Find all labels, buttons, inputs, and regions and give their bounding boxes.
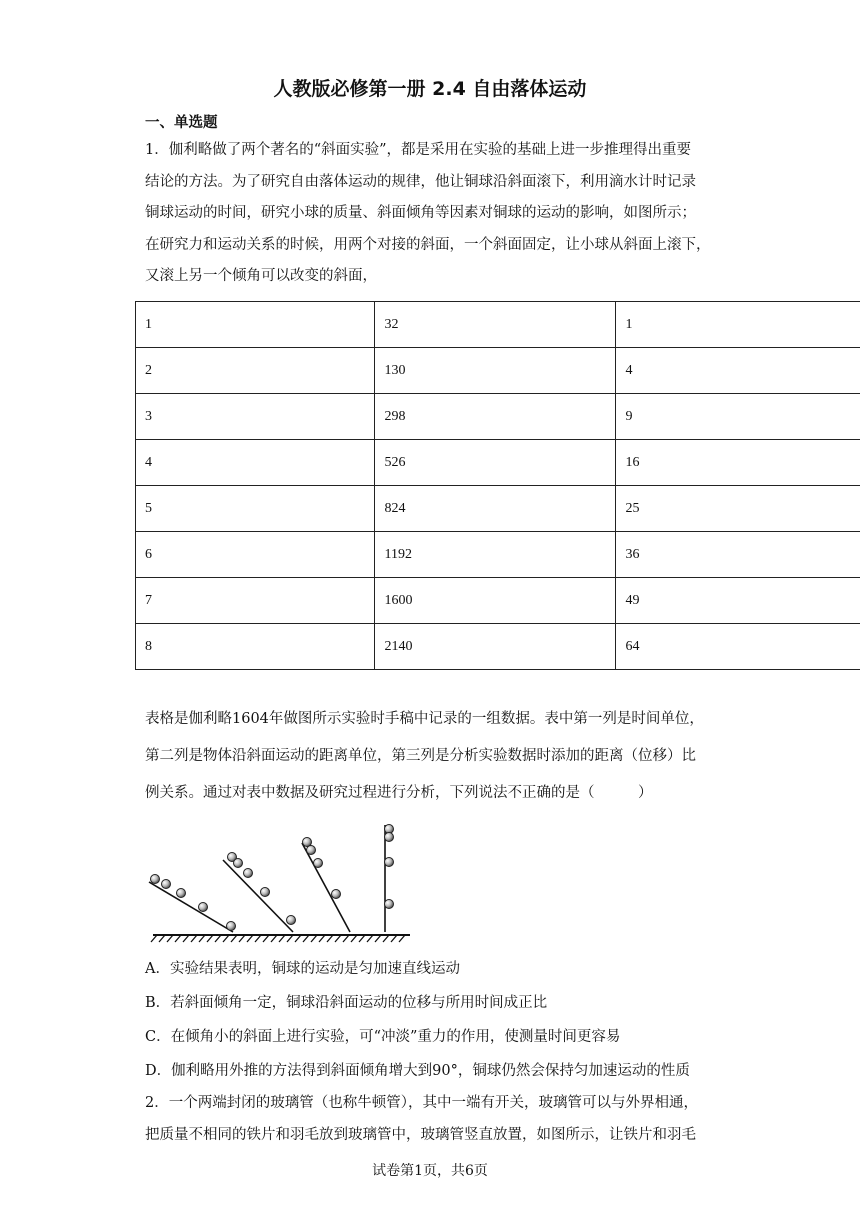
choice-c: C．在倾角小的斜面上进行实验，可“冲淡”重力的作用，使测量时间更容易 bbox=[145, 1029, 621, 1045]
table-cell: 130 bbox=[375, 348, 616, 394]
choice-b: B．若斜面倾角一定，铜球沿斜面运动的位移与所用时间成正比 bbox=[145, 995, 548, 1011]
page-title: 人教版必修第一册 2.4 自由落体运动 bbox=[273, 78, 587, 100]
table-cell: 4 bbox=[616, 348, 860, 394]
table-cell: 64 bbox=[616, 624, 860, 670]
table-row bbox=[136, 624, 860, 670]
table-cell: 16 bbox=[616, 440, 860, 486]
q1-line: 铜球运动的时间，研究小球的质量、斜面倾角等因素对铜球的运动的影响，如图所示； bbox=[145, 205, 696, 221]
table-row bbox=[136, 348, 860, 394]
inclined-plane-figure bbox=[145, 820, 415, 945]
choice-d: D．伽利略用外推的方法得到斜面倾角增大到90°，铜球仍然会保持匀加速运动的性质 bbox=[145, 1063, 690, 1079]
table-cell: 8 bbox=[136, 624, 375, 670]
table-row bbox=[136, 486, 860, 532]
incline-1 bbox=[149, 882, 233, 932]
q2-line: 把质量不相同的铁片和羽毛放到玻璃管中，玻璃管竖直放置，如图所示，让铁片和羽毛 bbox=[145, 1126, 696, 1143]
q1-after-line: 表格是伽利略1604年做图所示实验时手稿中记录的一组数据。表中第一列是时间单位， bbox=[145, 711, 704, 727]
table-cell: 7 bbox=[136, 578, 375, 624]
table-cell: 5 bbox=[136, 486, 375, 532]
table-cell: 2 bbox=[136, 348, 375, 394]
q1-line: 在研究力和运动关系的时候，用两个对接的斜面，一个斜面固定，让小球从斜面上滚下， bbox=[145, 236, 711, 253]
table-cell: 2140 bbox=[375, 624, 616, 670]
page-footer: 试卷第1页，共6页 bbox=[372, 1163, 488, 1179]
q1-line: 又滚上另一个倾角可以改变的斜面， bbox=[145, 268, 377, 284]
galileo-data-table bbox=[135, 301, 860, 670]
q1-line: 结论的方法。为了研究自由落体运动的规律，他让铜球沿斜面滚下，利用滴水计时记录 bbox=[145, 173, 696, 190]
question-1-stem bbox=[145, 135, 717, 293]
incline-2 bbox=[223, 860, 293, 932]
table-cell: 824 bbox=[375, 486, 616, 532]
q1-line: 1．伽利略做了两个著名的“斜面实验”，都是采用在实验的基础上进一步推理得出重要 bbox=[145, 142, 692, 158]
q2-line: 2．一个两端封闭的玻璃管（也称牛顿管），其中一端有开关，玻璃管可以与外界相通， bbox=[145, 1095, 698, 1111]
table-row bbox=[136, 302, 860, 348]
table-cell: 32 bbox=[375, 302, 616, 348]
table-row bbox=[136, 578, 860, 624]
ball-markers bbox=[151, 825, 394, 931]
table-cell: 36 bbox=[616, 532, 860, 578]
table-row bbox=[136, 394, 860, 440]
table-cell: 3 bbox=[136, 394, 375, 440]
table-cell: 25 bbox=[616, 486, 860, 532]
table-cell: 526 bbox=[375, 440, 616, 486]
table-row bbox=[136, 532, 860, 578]
table-cell: 298 bbox=[375, 394, 616, 440]
table-cell: 9 bbox=[616, 394, 860, 440]
table-cell: 1192 bbox=[375, 532, 616, 578]
question-1-continuation bbox=[145, 701, 717, 812]
table-cell: 49 bbox=[616, 578, 860, 624]
table-cell: 1 bbox=[616, 302, 860, 348]
table-cell: 6 bbox=[136, 532, 375, 578]
q1-after-line: 第二列是物体沿斜面运动的距离单位，第三列是分析实验数据时添加的距离（位移）比 bbox=[145, 748, 696, 764]
q1-after-line: 例关系。通过对表中数据及研究过程进行分析，下列说法不正确的是（ ） bbox=[145, 785, 653, 801]
table-row bbox=[136, 440, 860, 486]
ground-line bbox=[151, 935, 410, 942]
section-heading: 一、单选题 bbox=[145, 115, 218, 131]
choice-a: A．实验结果表明，铜球的运动是匀加速直线运动 bbox=[145, 961, 460, 977]
question-2-stem bbox=[145, 1088, 717, 1151]
table-cell: 4 bbox=[136, 440, 375, 486]
incline-3 bbox=[302, 843, 350, 932]
table-cell: 1 bbox=[136, 302, 375, 348]
table-cell: 1600 bbox=[375, 578, 616, 624]
